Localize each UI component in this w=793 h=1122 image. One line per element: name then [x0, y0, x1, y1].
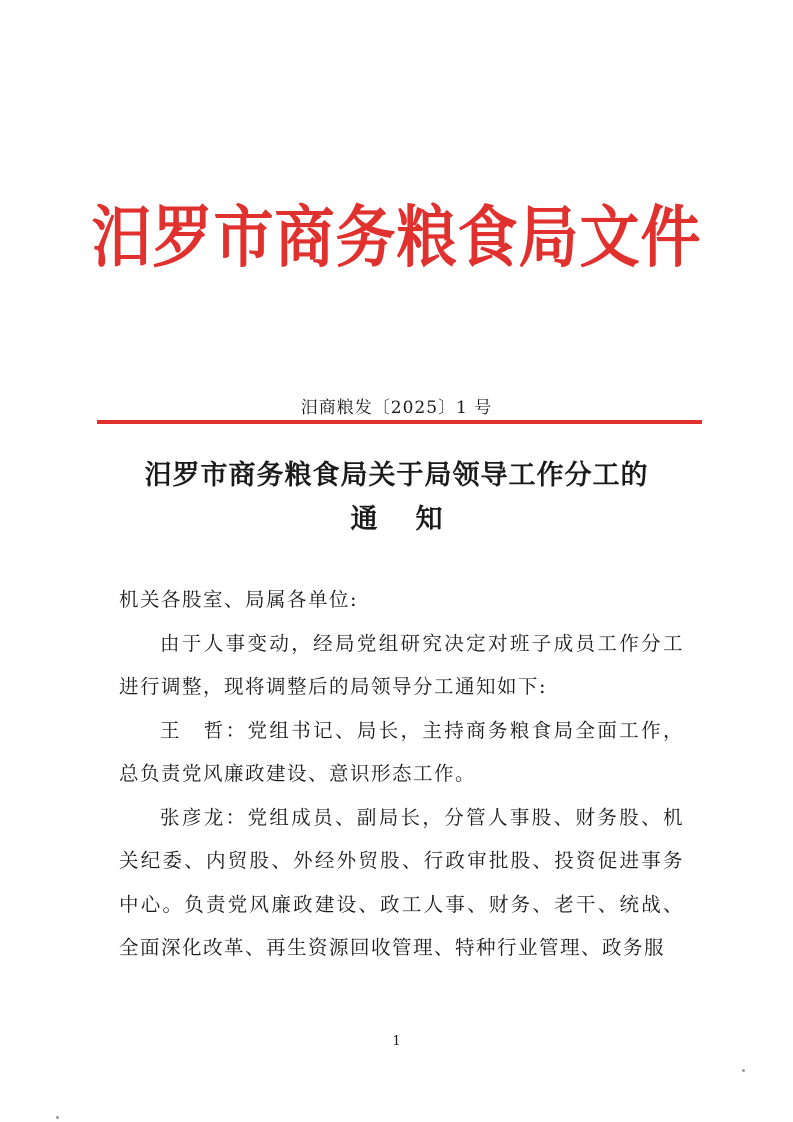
notice-title-line1: 汨罗市商务粮食局关于局领导工作分工的 — [144, 460, 649, 491]
notice-body — [119, 578, 684, 970]
salutation: 机关各股室、局属各单位: — [119, 588, 359, 611]
document-number: 汨商粮发〔2025〕1 号 — [300, 398, 493, 418]
red-divider-line — [97, 420, 702, 424]
notice-title — [0, 454, 793, 542]
paragraph-wang-zhe: 王 哲：党组书记、局长，主持商务粮食局全面工作，总负责党风廉政建设、意识形态工作。 — [119, 718, 684, 785]
paragraph-zhang-yanlong: 张彦龙：党组成员、副局长，分管人事股、财务股、机关纪委、内贸股、外经外贸股、行政审批股、投资促进事务中心。负责党风廉政建设、政工人事、财务、老干、统战、全面深化改革、再生资源回收管理、特种行业管理、政务服 — [119, 805, 684, 959]
notice-title-line2: 通知 — [350, 504, 481, 535]
paragraph-intro: 由于人事变动，经局党组研究决定对班子成员工作分工进行调整，现将调整后的局领导分工通知如下: — [119, 631, 684, 698]
scan-speck — [742, 1069, 745, 1072]
issuing-authority-title: 汨罗市商务粮食局文件 — [91, 198, 702, 278]
scan-speck — [56, 1116, 59, 1119]
page-number: 1 — [392, 1034, 401, 1049]
